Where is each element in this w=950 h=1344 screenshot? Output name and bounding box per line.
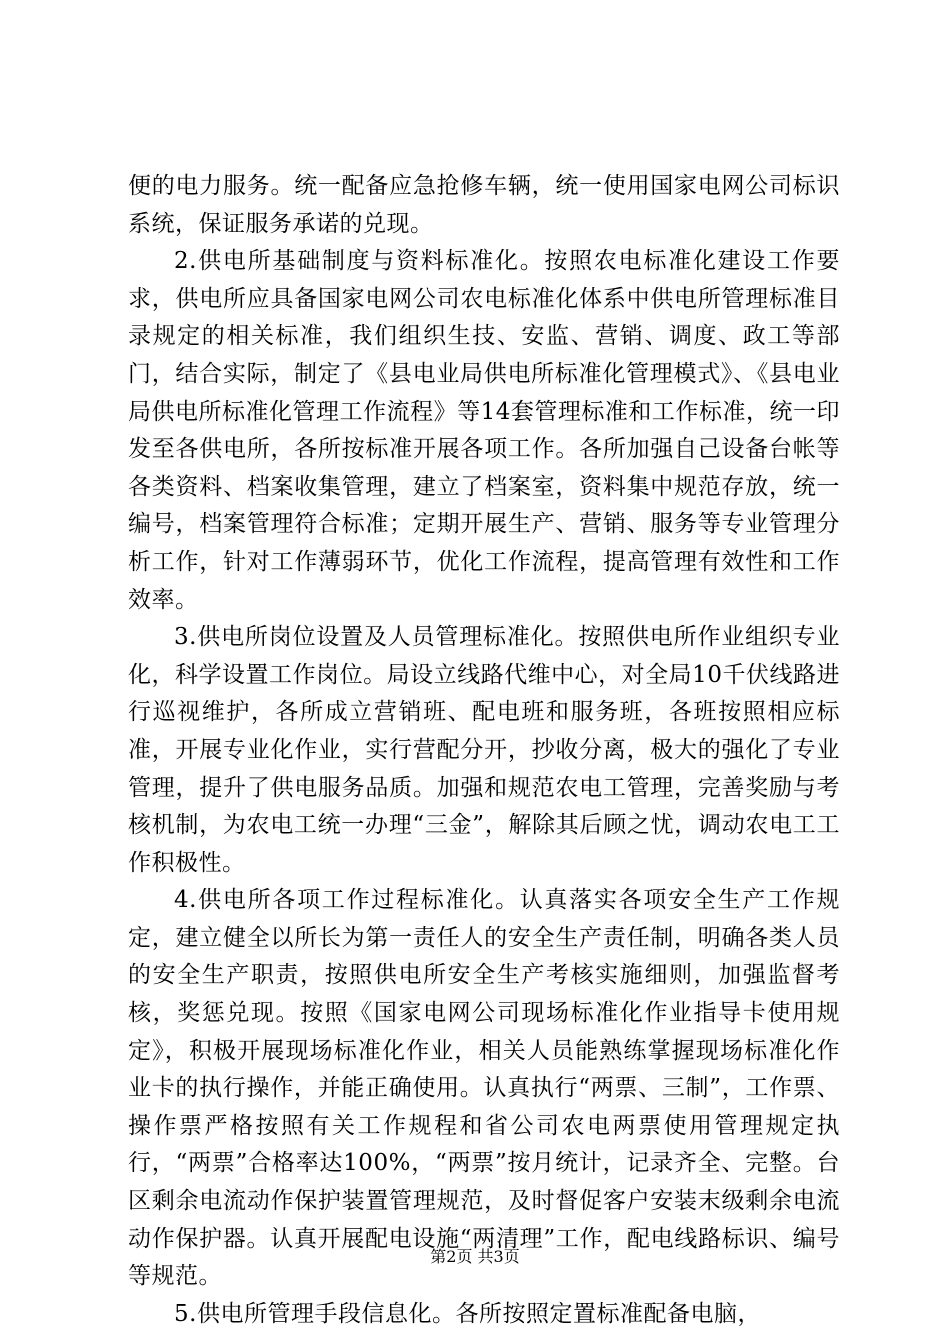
- page-number-label: 第2页 共3页: [430, 1247, 520, 1266]
- paragraph-2: 2.供电所基础制度与资料标准化。按照农电标准化建设工作要求，供电所应具备国家电网公司农电标准化体系中供电所管理标准目录规定的相关标准，我们组织生技、安监、营销、调度、政工等部门，结合实际，制定了《县电业局供电所标准化管理模式》、《县电业局供电所标准化管理工作流程》等14套管理标准和工作标准，统一印发至各供电所，各所按标准开展各项工作。各所加强自己设备台帐等各类资料、档案收集管理，建立了档案室，资料集中规范存放，统一编号，档案管理符合标准；定期开展生产、营销、服务等专业管理分析工作，针对工作薄弱环节，优化工作流程，提高管理有效性和工作效率。: [128, 248, 840, 613]
- paragraph-3: 3.供电所岗位设置及人员管理标准化。按照供电所作业组织专业化，科学设置工作岗位。局设立线路代维中心，对全局10千伏线路进行巡视维护，各所成立营销班、配电班和服务班，各班按照相应标准，开展专业化作业，实行营配分开，抄收分离，极大的强化了专业管理，提升了供电服务品质。加强和规范农电工管理，完善奖励与考核机制，为农电工统一办理“三金”，解除其后顾之忧，调动农电工工作积极性。: [128, 624, 840, 876]
- document-body: [128, 168, 840, 1333]
- page-footer: [0, 1247, 950, 1267]
- paragraph-5: 5.供电所管理手段信息化。各所按照定置标准配备电脑，: [174, 1300, 761, 1327]
- paragraph-4: 4.供电所各项工作过程标准化。认真落实各项安全生产工作规定，建立健全以所长为第一责任人的安全生产责任制，明确各类人员的安全生产职责，按照供电所安全生产考核实施细则，加强监督考核，奖惩兑现。按照《国家电网公司现场标准化作业指导卡使用规定》，积极开展现场标准化作业，相关人员能熟练掌握现场标准化作业卡的执行操作，并能正确使用。认真执行“两票、三制”，工作票、操作票严格按照有关工作规程和省公司农电两票使用管理规定执行，“两票”合格率达100%，“两票”按月统计，记录齐全、完整。台区剩余电流动作保护装置管理规范，及时督促客户安装末级剩余电流动作保护器。认真开展配电设施“两清理”工作，配电线路标识、编号等规范。: [128, 887, 840, 1290]
- paragraph-1: 便的电力服务。统一配备应急抢修车辆，统一使用国家电网公司标识系统，保证服务承诺的兑现。: [128, 173, 840, 237]
